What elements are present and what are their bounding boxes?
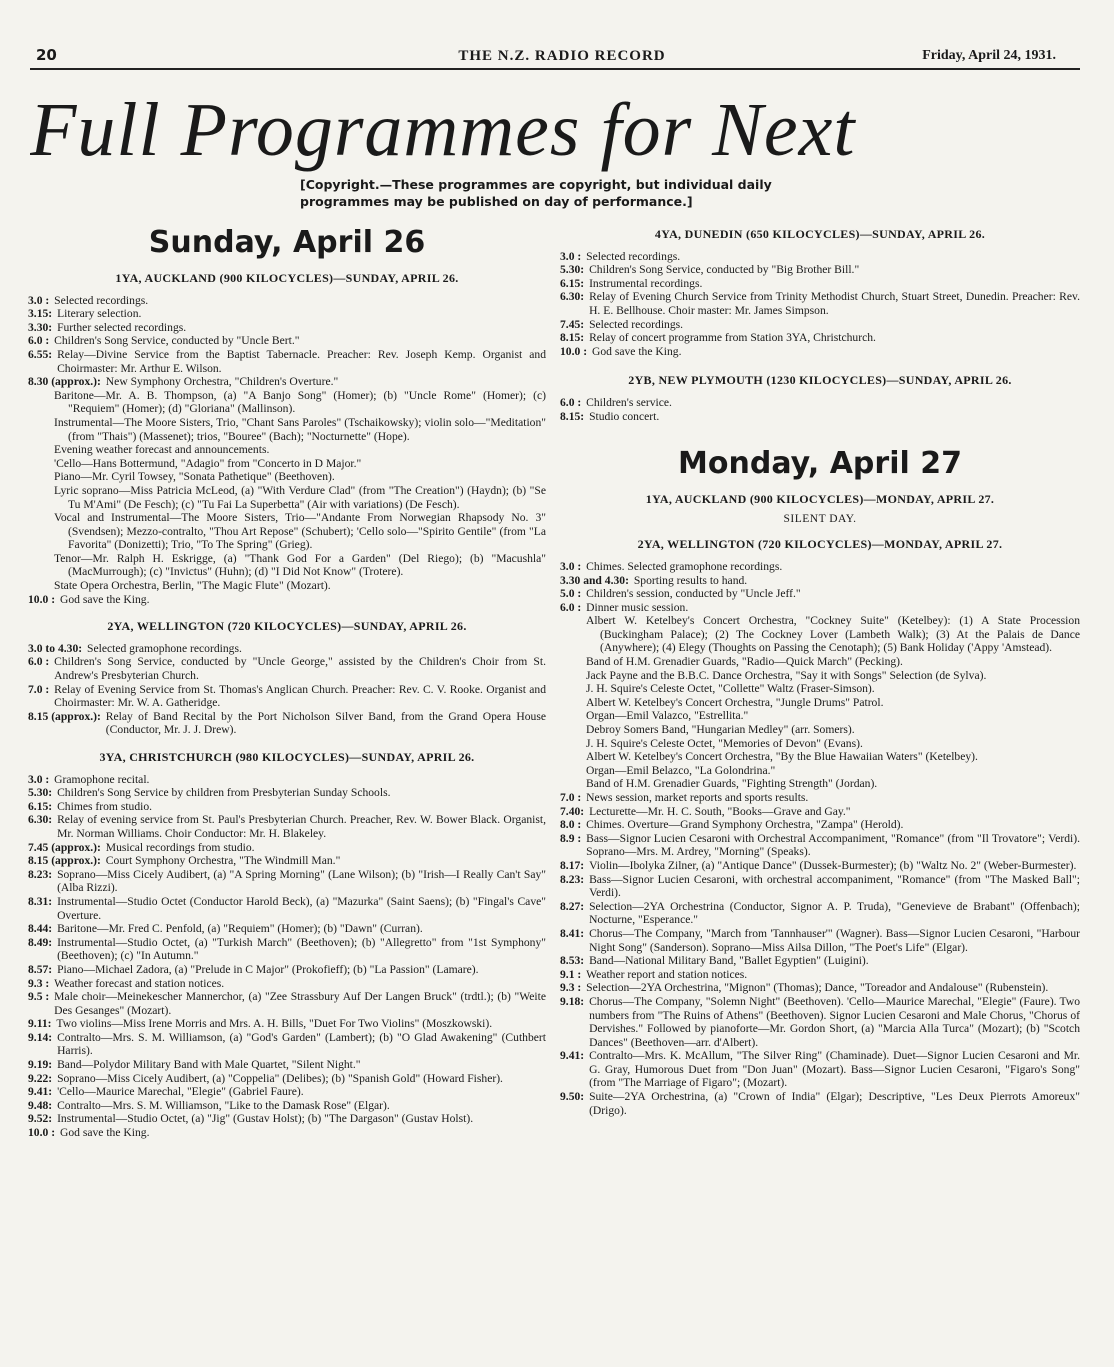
programme-item — [560, 290, 1080, 317]
programme-item — [28, 936, 546, 963]
programme-item — [28, 1072, 546, 1086]
programme-sub-item: J. H. Squire's Celeste Octet, "Memories of Devon" (Evans). — [586, 736, 863, 750]
programme-item — [560, 805, 1080, 819]
programme-sub-item: J. H. Squire's Celeste Octet, "Collette" Waltz (Fraser-Simson). — [586, 682, 875, 696]
programme-item — [28, 868, 546, 895]
programme-text: 'Cello—Maurice Marechal, "Elegie" (Gabriel Faure). — [57, 1085, 304, 1099]
programme-text: Literary selection. — [57, 307, 142, 321]
programme-list — [28, 294, 546, 389]
programme-item — [28, 710, 546, 737]
programme-item — [560, 818, 1080, 832]
programme-time: 8.15: — [560, 331, 588, 345]
programme-text: Bass—Signor Lucien Cesaroni with Orchestral Accompaniment, "Romance" (from "Il Trovatore"; Verdi). Soprano—Mrs. M. Ardrey, "Morning" (Speaks). — [586, 831, 1080, 859]
programme-sub-item: 'Cello—Hans Bottermund, "Adagio" from "Concerto in D Major." — [54, 456, 362, 470]
programme-text: Selected recordings. — [586, 249, 681, 263]
station-heading: 1YA, AUCKLAND (900 KILOCYCLES)—MONDAY, APRIL 27. — [645, 492, 995, 507]
programme-text: Baritone—Mr. Fred C. Penfold, (a) "Requiem" (Homer); (b) "Dawn" (Curran). — [57, 922, 423, 936]
programme-item — [28, 1099, 546, 1113]
programme-list — [28, 642, 546, 737]
programme-text: God save the King. — [59, 592, 150, 606]
station-heading: 2YA, WELLINGTON (720 KILOCYCLES)—SUNDAY, APRIL 26. — [107, 619, 467, 634]
left-column — [28, 222, 546, 1140]
programme-item — [28, 1085, 546, 1099]
day-heading-sunday: Sunday, April 26 — [148, 225, 426, 260]
programme-item — [28, 1017, 546, 1031]
programme-sub-item: Instrumental—The Moore Sisters, Trio, "Chant Sans Paroles" (Tschaikowsky); violin solo—"Meditation" (from "Thais") (Massenet); trios, "Bouree" (Bach); "Nocturnette" (Hope). — [54, 415, 546, 443]
programme-item — [560, 560, 1080, 574]
programme-text: Sporting results to hand. — [633, 573, 748, 587]
programme-sub-item: Baritone—Mr. A. B. Thompson, (a) "A Banjo Song" (Homer); (b) "Uncle Rome" (Homer); (c) "Requiem" (Homer); (d) "Gloriana" (Mallinson). — [54, 388, 546, 416]
programme-time: 8.15 (approx.): — [28, 854, 104, 868]
programme-text: Violin—Ibolyka Zilner, (a) "Antique Dance" (Dussek-Burmester); (b) "Waltz No. 2" (Weber-Burmester). — [589, 858, 1077, 872]
programme-sub-item: State Opera Orchestra, Berlin, "The Magic Flute" (Mozart). — [54, 579, 331, 593]
programme-time: 6.0 : — [28, 655, 53, 669]
programme-text: Chorus—The Company, "March from 'Tannhauser'" (Wagner). Bass—Signor Lucien Cesaroni, "Harbour Night Song" (Sanderson). Soprano—Miss Ailsa Dillon, "The Poet's Life" (Elgar). — [589, 926, 1080, 954]
programme-sub-item: Debroy Somers Band, "Hungarian Medley" (arr. Somers). — [586, 723, 855, 737]
programme-sub-item: Albert W. Ketelbey's Concert Orchestra, "By the Blue Hawaiian Waters" (Ketelbey). — [586, 750, 978, 764]
programme-item — [28, 642, 546, 656]
programme-time: 6.0 : — [28, 334, 53, 348]
programme-time: 3.0 : — [560, 249, 585, 263]
programme-text: Selected gramophone recordings. — [87, 641, 242, 655]
programme-text: Children's service. — [586, 395, 672, 409]
programme-item — [560, 968, 1080, 982]
programme-time: 8.53: — [560, 954, 588, 968]
programme-time: 8.23: — [28, 867, 56, 881]
programme-text: Instrumental—Studio Octet, (a) "Turkish March" (Beethoven); (b) "Allegretto" from "1st Symphony" (Beethoven); (c) "In Autumn." — [57, 935, 546, 963]
programme-sub-list — [28, 389, 546, 593]
programme-text: Court Symphony Orchestra, "The Windmill Man." — [105, 854, 341, 868]
header-rule — [30, 68, 1080, 70]
programme-text: Children's session, conducted by "Uncle Jeff." — [586, 587, 801, 601]
programme-time: 8.31: — [28, 894, 56, 908]
programme-time: 3.30: — [28, 320, 56, 334]
programme-time: 8.27: — [560, 899, 588, 913]
programme-item — [28, 977, 546, 991]
programme-item — [28, 813, 546, 840]
station-heading: 4YA, DUNEDIN (650 KILOCYCLES)—SUNDAY, APRIL 26. — [654, 227, 986, 241]
programme-text: Relay of evening service from St. Paul's Presbyterian Church. Preacher, Rev. W. Bower Black. Organist, Mr. Norman Williams. Choir Conductor: Mr. H. Blakeley. — [57, 813, 546, 840]
programme-time: 8.30 (approx.): — [28, 375, 104, 389]
programme-time: 9.5 : — [28, 990, 53, 1004]
programme-text: Chimes. Overture—Grand Symphony Orchestra, "Zampa" (Herold). — [586, 818, 904, 832]
programme-time: 8.41: — [560, 926, 588, 940]
programme-text: Suite—2YA Orchestrina, (a) "Crown of India" (Elgar); Descriptive, "Les Deux Pierrots Amoreux" (Drigo). — [589, 1090, 1080, 1117]
programme-list — [560, 560, 1080, 614]
programme-time: 10.0 : — [560, 344, 590, 358]
programme-text: Further selected recordings. — [57, 320, 187, 334]
programme-item — [28, 1031, 546, 1058]
programme-time: 5.0 : — [560, 587, 585, 601]
programme-text: God save the King. — [59, 1126, 150, 1140]
programme-item — [560, 791, 1080, 805]
programme-text: Weather forecast and station notices. — [54, 976, 225, 990]
programme-item — [560, 396, 1080, 410]
programme-time: 7.45: — [560, 317, 588, 331]
programme-text: Lecturette—Mr. H. C. South, "Books—Grave and Gay." — [589, 804, 851, 818]
programme-time: 3.0 : — [28, 772, 53, 786]
programme-sub-item: Tenor—Mr. Ralph H. Eskrigge, (a) "Thank God For a Garden" (Del Riego); (b) "Macushla" (MacMurrough); (c) "Invictus" (Huhn); (d) "I Did Not Know" (Trotere). — [54, 551, 546, 579]
programme-text: Selection—2YA Orchestrina (Conductor, Signor A. P. Truda), "Genevieve de Brabant" (Offenbach); Nocturne, "Esperance." — [589, 899, 1080, 927]
programme-text: Weather report and station notices. — [586, 967, 748, 981]
station-heading: 2YA, WELLINGTON (720 KILOCYCLES)—MONDAY, APRIL 27. — [637, 537, 1003, 552]
programme-sub-item: Jack Payne and the B.B.C. Dance Orchestra, "Say it with Songs" Selection (de Sylva). — [586, 668, 987, 682]
programme-text: Chimes from studio. — [57, 799, 153, 813]
programme-time: 8.9 : — [560, 831, 585, 845]
programme-time: 3.0 : — [560, 559, 585, 573]
programme-time: 9.3 : — [560, 981, 585, 995]
programme-text: Children's Song Service, conducted by "Big Brother Bill." — [589, 263, 860, 277]
programme-item — [28, 895, 546, 922]
programme-time: 6.15: — [28, 799, 56, 813]
programme-time: 6.0 : — [560, 395, 585, 409]
page-header — [30, 46, 1094, 70]
programme-time: 9.22: — [28, 1071, 56, 1085]
programme-time: 8.17: — [560, 858, 588, 872]
programme-item — [28, 963, 546, 977]
programme-time: 7.40: — [560, 804, 588, 818]
programme-item — [560, 859, 1080, 873]
page-title: Full Programmes for Next — [30, 88, 856, 172]
programme-text: Selection—2YA Orchestrina, "Mignon" (Thomas); Dance, "Toreador and Andalouse" (Rubenstein). — [586, 981, 1049, 995]
programme-text: News session, market reports and sports results. — [586, 791, 809, 804]
programme-time: 6.30: — [28, 813, 56, 827]
programme-time: 5.30: — [560, 263, 588, 277]
programme-time: 8.15 (approx.): — [28, 709, 104, 723]
programme-time: 9.14: — [28, 1030, 56, 1044]
programme-sub-item: Organ—Emil Valazco, "Estrellita." — [586, 709, 749, 723]
programme-text: Bass—Signor Lucien Cesaroni, with orchestral accompaniment, "Romance" (from "The Masked Ball"; Verdi). — [589, 872, 1080, 900]
programme-text: Instrumental—Studio Octet, (a) "Jig" (Gustav Holst); (b) "The Dargason" (Gustav Holst). — [57, 1112, 474, 1126]
programme-time: 6.0 : — [560, 600, 585, 614]
programme-text: Selected recordings. — [54, 293, 149, 307]
programme-item — [28, 375, 546, 389]
programme-item — [560, 331, 1080, 345]
programme-time: 9.52: — [28, 1112, 56, 1126]
programme-time: 9.3 : — [28, 976, 53, 990]
programme-text: Two violins—Miss Irene Morris and Mrs. A. H. Bills, "Duet For Two Violins" (Moszkowski). — [56, 1017, 493, 1031]
programme-text: God save the King. — [591, 344, 682, 358]
programme-item — [560, 1049, 1080, 1090]
programme-item — [28, 683, 546, 710]
programme-text: Instrumental recordings. — [589, 276, 703, 290]
programme-time: 7.45 (approx.): — [28, 840, 104, 854]
programme-item — [560, 410, 1080, 424]
programme-sub-item: Organ—Emil Belazco, "La Golondrina." — [586, 763, 776, 777]
programme-list — [560, 250, 1080, 359]
programme-item — [560, 995, 1080, 1049]
programme-item — [28, 841, 546, 855]
programme-sub-item: Band of H.M. Grenadier Guards, "Radio—Quick March" (Pecking). — [586, 655, 903, 669]
programme-time: 8.57: — [28, 962, 56, 976]
programme-item — [28, 294, 546, 308]
programme-time: 8.23: — [560, 872, 588, 886]
programme-item — [560, 832, 1080, 859]
programme-time: 9.1 : — [560, 967, 585, 981]
programme-text: Selected recordings. — [589, 317, 684, 331]
programme-item — [28, 990, 546, 1017]
programme-text: Chorus—The Company, "Solemn Night" (Beethoven). 'Cello—Maurice Marechal, "Elegie" (Faure). Two numbers from "The Ruins of Athens" (Beethoven). Signor Lucien Cesaroni and Male Chorus, "Chorus of Dervishes." Followed by pianoforte—Mr. Gordon Short, (a) "Marcia Alla Turca" (Mozart); (b) "Scotch Dances" (Beethoven—arr. d'Albert). — [589, 994, 1080, 1049]
programme-sub-item: Band of H.M. Grenadier Guards, "Fighting Strength" (Jordan). — [586, 777, 878, 791]
programme-item — [28, 1058, 546, 1072]
programme-item — [28, 1126, 546, 1140]
programme-item — [560, 587, 1080, 601]
programme-text: Children's Song Service, conducted by "Uncle Bert." — [54, 334, 300, 348]
programme-item — [560, 250, 1080, 264]
copyright-notice: [Copyright.—These programmes are copyright, but individual daily programmes may be published on day of performance.] — [300, 177, 772, 209]
programme-item — [560, 954, 1080, 968]
programme-text: Relay of Band Recital by the Port Nicholson Silver Band, from the Grand Opera House (Conductor, Mr. J. J. Drew). — [105, 709, 546, 737]
programme-text: Relay of Evening Church Service from Trinity Methodist Church, Stuart Street, Dunedin. Preacher: Rev. H. E. Bellhouse. Choir master: Mr. James Simpson. — [589, 290, 1080, 317]
programme-item — [28, 786, 546, 800]
programme-text: Dinner music session. — [586, 600, 689, 614]
programme-item — [28, 348, 546, 375]
programme-time: 7.0 : — [560, 791, 585, 804]
programme-item — [560, 263, 1080, 277]
programme-sub-item: Lyric soprano—Miss Patricia McLeod, (a) "With Verdure Clad" (from "The Creation") (Haydn); (b) "Se Tu M'Ami" (De Fesch); (c) "Tu Fai La Superbetta" (Air with variations) (De Fesch). — [54, 483, 546, 511]
programme-text: Male choir—Meinekescher Mannerchor, (a) "Zee Strassbury Auf Der Langen Bruck" (trdtl.); (b) "Weite Des Gesanges" (Mozart). — [54, 990, 546, 1017]
programme-sub-item: Evening weather forecast and announcements. — [54, 443, 270, 457]
programme-text: Musical recordings from studio. — [105, 840, 255, 854]
programme-text: Children's Song Service, conducted by "Uncle George," assisted by the Children's Choir from St. Andrew's Presbyterian Church. — [54, 655, 546, 683]
programme-item — [28, 773, 546, 787]
programme-sub-item: Albert W. Ketelbey's Concert Orchestra, "Jungle Drums" Patrol. — [586, 695, 884, 709]
programme-time: 9.11: — [28, 1017, 55, 1031]
programme-time: 9.41: — [560, 1049, 588, 1063]
programme-text: Relay—Divine Service from the Baptist Tabernacle. Preacher: Rev. Joseph Kemp. Organist and Choirmaster: Mr. Arthur E. Wilson. — [57, 347, 546, 375]
programme-sub-item: Vocal and Instrumental—The Moore Sisters, Trio—"Andante From Norwegian Rhapsody No. 3" (Svendsen); Mezzo-contralto, "Thou Art Repose" (Schubert); 'Cello solo—"Spirito Gentile" (from "La Favorita" (Donizetti); Trio, "To The Spring" (Grieg). — [54, 511, 546, 552]
programme-item — [28, 922, 546, 936]
programme-text: Soprano—Miss Cicely Audibert, (a) "Coppelia" (Delibes); (b) "Spanish Gold" (Howard Fisher). — [57, 1071, 503, 1085]
page-number: 20 — [36, 46, 57, 64]
programme-time: 8.44: — [28, 922, 56, 936]
programme-time: 6.15: — [560, 276, 588, 290]
programme-text: Contralto—Mrs. S. M. Williamson, (a) "God's Garden" (Lambert); (b) "O Glad Awakening" (Cuthbert Harris). — [57, 1030, 546, 1058]
programme-time: 9.18: — [560, 994, 588, 1008]
silent-day-note: SILENT DAY. — [783, 512, 857, 525]
issue-date: Friday, April 24, 1931. — [922, 48, 1056, 63]
programme-sub-item: Piano—Mr. Cyril Towsey, "Sonata Pathetique" (Beethoven). — [54, 470, 335, 484]
programme-text: Band—Polydor Military Band with Male Quartet, "Silent Night." — [57, 1058, 361, 1072]
programme-item — [560, 900, 1080, 927]
programme-time: 5.30: — [28, 786, 56, 800]
programme-time: 6.55: — [28, 347, 56, 361]
programme-list — [560, 396, 1080, 423]
programme-time: 10.0 : — [28, 1126, 58, 1140]
programme-text: Gramophone recital. — [54, 772, 150, 786]
programme-sub-item: Albert W. Ketelbey's Concert Orchestra, "Cockney Suite" (Ketelbey): (1) A State Procession (Buckingham Palace); (2) The Cockney Lover (Lambeth Walk); (3) At the Palais de Dance (Anywhere); (4) Elegy (Thoughts on Passing the Cenotaph); (5) Bank Holiday ('Appy 'Amstead). — [586, 614, 1080, 655]
programme-text: Band—National Military Band, "Ballet Egyptien" (Luigini). — [589, 954, 869, 968]
programme-item — [560, 873, 1080, 900]
programme-time: 7.0 : — [28, 682, 53, 696]
station-heading: 1YA, AUCKLAND (900 KILOCYCLES)—SUNDAY, APRIL 26. — [115, 271, 459, 285]
programme-time: 6.30: — [560, 290, 588, 304]
programme-time: 8.49: — [28, 935, 56, 949]
right-column — [560, 228, 1080, 1117]
programme-time: 3.15: — [28, 307, 56, 321]
programme-item — [560, 981, 1080, 995]
programme-text: Piano—Michael Zadora, (a) "Prelude in C Major" (Prokofieff); (b) "La Passion" (Lamare). — [57, 962, 479, 976]
programme-time: 3.30 and 4.30: — [560, 573, 632, 587]
programme-item — [28, 800, 546, 814]
programme-text: Instrumental—Studio Octet (Conductor Harold Beck), (a) "Mazurka" (Saint Saens); (b) "Fingal's Cave" Overture. — [57, 894, 546, 922]
programme-item — [560, 277, 1080, 291]
programme-time: 9.50: — [560, 1090, 588, 1104]
paper-title: THE N.Z. RADIO RECORD — [458, 48, 666, 64]
programme-item — [560, 927, 1080, 954]
programme-list — [28, 773, 546, 1140]
station-heading: 2YB, NEW PLYMOUTH (1230 KILOCYCLES)—SUNDAY, APRIL 26. — [628, 373, 1012, 388]
programme-sub-list — [560, 614, 1080, 791]
programme-time: 10.0 : — [28, 592, 58, 606]
programme-item — [28, 321, 546, 335]
programme-text: Children's Song Service by children from Presbyterian Sunday Schools. — [57, 786, 391, 800]
programme-time: 9.19: — [28, 1058, 56, 1072]
programme-list — [560, 791, 1080, 1117]
programme-item — [560, 1090, 1080, 1117]
programme-item — [560, 345, 1080, 359]
programme-item — [28, 1112, 546, 1126]
programme-text: Contralto—Mrs. K. McAllum, "The Silver Ring" (Chaminade). Duet—Signor Lucien Cesaroni and Mr. G. Gray, Humorous Duet from "Don Juan" (Mozart). Bass—Signor Lucien Cesaroni, "Figaro's Song" (from "The Marriage of Figaro"; (Mozart). — [589, 1049, 1080, 1090]
programme-text: Relay of Evening Service from St. Thomas's Anglican Church. Preacher: Rev. C. V. Rooke. Organist and Choirmaster: Mr. W. A. Gatheridge. — [54, 682, 546, 710]
programme-item — [560, 318, 1080, 332]
programme-time: 9.41: — [28, 1085, 56, 1099]
programme-item — [28, 334, 546, 348]
programme-text: New Symphony Orchestra, "Children's Overture." — [105, 375, 339, 389]
programme-time: 8.15: — [560, 409, 588, 423]
programme-item — [28, 307, 546, 321]
programme-item — [560, 601, 1080, 615]
programme-text: Studio concert. — [589, 409, 660, 423]
programme-item — [28, 593, 546, 607]
station-heading: 3YA, CHRISTCHURCH (980 KILOCYCLES)—SUNDAY, APRIL 26. — [99, 750, 475, 764]
programme-item — [28, 854, 546, 868]
programme-time: 3.0 to 4.30: — [28, 641, 85, 655]
programme-text: Contralto—Mrs. S. M. Williamson, "Like to the Damask Rose" (Elgar). — [57, 1098, 390, 1112]
programme-item — [560, 574, 1080, 588]
programme-item — [28, 655, 546, 682]
programme-text: Soprano—Miss Cicely Audibert, (a) "A Spring Morning" (Lane Wilson); (b) "Irish—I Really Can't Say" (Alba Rizzi). — [57, 867, 546, 895]
programme-time: 9.48: — [28, 1098, 56, 1112]
day-heading-monday: Monday, April 27 — [678, 446, 962, 482]
programme-text: Chimes. Selected gramophone recordings. — [586, 559, 783, 573]
programme-text: Relay of concert programme from Station 3YA, Christchurch. — [589, 331, 876, 345]
programme-time: 8.0 : — [560, 818, 585, 832]
programme-time: 3.0 : — [28, 293, 53, 307]
